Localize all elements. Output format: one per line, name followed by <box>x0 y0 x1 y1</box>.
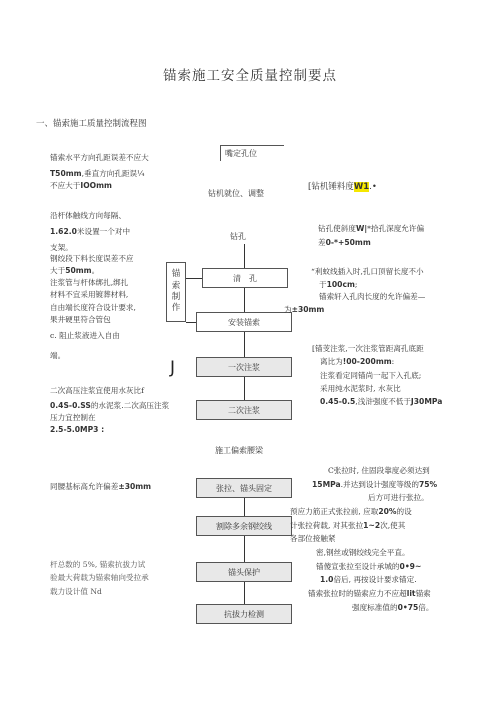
flow-connector <box>244 377 245 400</box>
flow-connector <box>186 278 202 279</box>
right-note-strand-insert: “利蚊线插入时,孔口顶留长度不小 于100cm; 锚索轩入孔肉长度的允许偏差— 为±30mm <box>284 267 426 314</box>
flow-connector <box>244 536 245 562</box>
mark-hole-box: 嘴定孔位 <box>220 145 284 161</box>
remove-strands-box: 割除多余钢绞线 <box>196 516 292 536</box>
right-note-drill-slope: [钻机锤料度W1.• <box>308 182 377 192</box>
j-mark: J <box>170 358 176 378</box>
left-note-hole-spacing: 锚索水平方向孔距误差不应大 T50mm,垂直方向孔距误¼ 不应大于IOOmm <box>50 153 149 190</box>
flow-connector <box>186 322 196 323</box>
page-title: 锚索施工安全质量控制要点 <box>163 68 337 84</box>
left-note-beam-elevation: 同腰基标高允许偏差±30mm <box>50 482 152 491</box>
left-note-strand-length: 钢绞段下料长度误差不应 大于50mm。 注浆管与杆体绑扎,绑扎 材料不宜采用镀葬材料, 自由端长度符合设计要求, 果井硬里符合管包 c. 阻止浆液进入自由 端。 <box>50 254 136 360</box>
right-note-grouting: [锚芰注浆,一次注浆管距离孔底距 离比为!00-200mm: 注浆看定同锚尚一起下入孔底; 采用纯水泥浆时, 水灰比 0.45-0.5,浅浒强度不低于J30MPa <box>312 344 443 407</box>
flow-connector <box>244 244 245 268</box>
head-protection-box: 锚头保护 <box>196 562 292 582</box>
flow-connector <box>244 332 245 357</box>
install-anchor-box: 安装锚索 <box>196 312 292 332</box>
second-grout-box: 二次注浆 <box>196 400 292 420</box>
left-note-pullout: 杆总数的 5%, 锚索抗拔力试 验最大荷载为锚索轴向受拉承 载力设计值 Nd <box>50 560 149 596</box>
position-adjust-step: 钻机就位、调整 <box>208 189 264 198</box>
left-note-second-grout: 二次高压注浆宜使用水灰比f 0.4S-0.SS的水泥浆.二次高压注浆 压力宜控制在 2.5-5.0MP3 : <box>50 386 170 435</box>
tension-lock-box: 张拉、锚头固定 <box>196 478 292 498</box>
flow-connector <box>244 288 245 312</box>
flow-connector <box>244 498 245 516</box>
right-note-tension: C张拉时, 住固段靠度必须达到 15MPa.并达到设计强度等级的75% 后方可进行张拉。 预应力筋正式张拉前, 应取20%的设 计张拉荷载, 对其张拉1~2次,使其 各部位接触紧 密,钢丝或钢绞线完全平直。 锚傻宣张拉至设计承城的0•9~ 1.0倍后, 再按设计要求锚定. 锚索张拉时的锚索应力不应超lit锚索 强度标准值的0•75倍。 <box>290 466 438 612</box>
flow-connector <box>244 582 245 604</box>
anchor-cable-make-box: 锚 索 制 作 <box>166 262 186 322</box>
first-grout-box: 一次注浆 <box>196 357 292 377</box>
section-heading: 一、锚索施工质量控制流程图 <box>36 119 147 129</box>
left-note-centering: 沿杆体触线方向每隔、 1.62.0米设置一个对中 支架。 <box>50 211 131 252</box>
construct-anchor-step: 施工偏索腰梁 <box>215 446 263 455</box>
drilling-step: 钻孔 <box>230 232 246 241</box>
clean-hole-box: 清 孔 <box>202 268 288 288</box>
pullout-test-box: 抗拔力检测 <box>196 604 292 624</box>
right-note-hole-depth: 钻孔使斜度W|*拾孔深度允许偏 差0-*+50mm <box>318 224 425 247</box>
